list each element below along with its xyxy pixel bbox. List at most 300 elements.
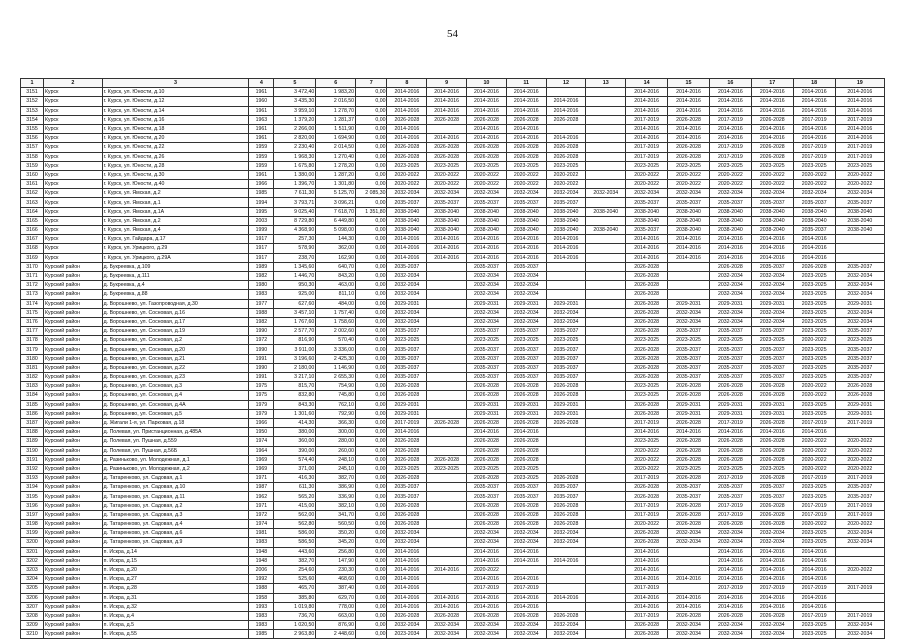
table-cell: 0,00 [356,428,387,437]
table-cell: 1 270,40 [316,152,356,161]
table-row [21,575,885,584]
table-cell: 2014-2016 [467,575,507,584]
table-cell: 2038-2040 [467,226,507,235]
table-cell: 1994 [249,198,274,207]
table-cell: 2014-2016 [506,134,546,143]
table-cell: 2032-2034 [751,630,793,639]
table-cell: 2014-2016 [546,97,586,106]
table-cell: 2032-2034 [835,621,884,630]
table-cell: 2014-2016 [427,134,467,143]
table-cell: 2014-2016 [467,593,507,602]
table-cell: 2035-2037 [709,354,751,363]
table-cell: 2032-2034 [709,621,751,630]
table-cell: 2035-2037 [751,198,793,207]
table-cell: 2023-2025 [467,464,507,473]
table-cell: 2023-2025 [793,400,835,409]
table-cell: 2017-2019 [387,418,427,427]
table-cell: 2026-2028 [506,520,546,529]
table-cell: 1 380,00 [274,170,316,179]
table-cell [586,474,626,483]
table-row [21,88,885,97]
table-row [21,216,885,225]
table-cell: 0,00 [356,547,387,556]
table-cell: 586,50 [274,538,316,547]
table-cell [427,391,467,400]
table-cell: 2017-2019 [835,584,884,593]
table-cell: 2026-2028 [626,354,668,363]
table-cell: 2026-2028 [668,418,710,427]
table-cell [427,262,467,271]
table-cell: 2035-2037 [835,198,884,207]
table-cell: 0,00 [356,299,387,308]
table-row [21,464,885,473]
table-row [21,198,885,207]
table-cell: 2014-2016 [793,556,835,565]
table-cell: 0,00 [356,226,387,235]
column-header: 10 [467,79,507,88]
table-cell: 1917 [249,235,274,244]
table-cell: 2038-2040 [586,207,626,216]
table-cell: 2023-2025 [709,336,751,345]
table-cell: 2032-2034 [835,317,884,326]
table-cell [586,492,626,501]
table-cell: 611,30 [274,483,316,492]
table-cell: Курский район [44,630,103,639]
table-cell: 2035-2037 [427,198,467,207]
table-cell: 2029-2031 [506,409,546,418]
table-cell: 2026-2028 [467,611,507,620]
table-cell [586,464,626,473]
table-cell: 341,70 [316,510,356,519]
table-cell: 2014-2016 [751,547,793,556]
table-cell [546,88,586,97]
table-cell: 1977 [249,299,274,308]
table-cell: 2032-2034 [835,271,884,280]
table-cell: 1959 [249,152,274,161]
table-cell: 640,70 [316,262,356,271]
table-cell: 2014-2016 [668,134,710,143]
table-cell: 2023-2025 [506,474,546,483]
table-cell: 2038-2040 [626,216,668,225]
table-cell: 382,70 [274,556,316,565]
table-cell: 3154 [21,115,44,124]
table-cell: 2014-2016 [387,97,427,106]
table-cell: д. Татаренково, ул. Садовая, д.4 [102,520,249,529]
table-cell: 2023-2025 [387,464,427,473]
table-cell: 1983 [249,611,274,620]
table-cell: 2014-2016 [793,124,835,133]
table-cell: 2014-2016 [546,244,586,253]
table-cell: Курск [44,134,103,143]
table-cell: 2017-2019 [835,143,884,152]
table-cell: 3196 [21,501,44,510]
table-cell: 0,00 [356,354,387,363]
page-number: 54 [447,28,458,40]
table-cell [546,262,586,271]
table-cell: Курский район [44,336,103,345]
table-cell: Курский район [44,317,103,326]
table-cell: 2032-2034 [427,630,467,639]
table-cell: 0,00 [356,363,387,372]
table-cell: 2035-2037 [709,492,751,501]
table-cell: 2 963,80 [274,630,316,639]
table-cell: 2023-2025 [626,336,668,345]
table-cell: 2014-2016 [626,593,668,602]
table-cell: 2023-2025 [793,354,835,363]
table-cell: 0,00 [356,538,387,547]
table-cell [586,271,626,280]
table-cell: 629,70 [316,593,356,602]
table-cell: 1966 [249,418,274,427]
table-row [21,235,885,244]
table-cell: 2017-2019 [626,510,668,519]
table-cell: 2035-2037 [668,345,710,354]
table-cell: 565,20 [274,492,316,501]
table-cell: 2026-2028 [668,520,710,529]
table-cell [427,501,467,510]
table-cell: д. Татаренково, ул. Садовая, д.11 [102,492,249,501]
table-cell: д. Жигали 1-я, ул. Парковая, д.18 [102,418,249,427]
table-cell [427,281,467,290]
table-cell: Курский район [44,575,103,584]
table-cell: 2014-2016 [387,88,427,97]
table-cell: 2014-2016 [751,602,793,611]
table-cell: 3171 [21,271,44,280]
table-cell: 2032-2034 [467,529,507,538]
table-row [21,474,885,483]
table-cell: 832,80 [274,391,316,400]
table-cell: 2017-2019 [835,611,884,620]
table-cell: Курский район [44,418,103,427]
table-cell: 1979 [249,409,274,418]
table-cell: 2026-2028 [546,501,586,510]
table-cell: 1983 [249,290,274,299]
table-cell: 1948 [249,556,274,565]
table-cell: 2026-2028 [751,115,793,124]
table-cell: г. Курск, ул. Урицкого, д.29А [102,253,249,262]
table-cell: 3187 [21,418,44,427]
table-cell: 0,00 [356,418,387,427]
table-cell: 3191 [21,455,44,464]
table-cell: д. Ворошнево, ул. Сосновая, д.3 [102,382,249,391]
table-cell: 2035-2037 [506,198,546,207]
table-cell: 280,00 [316,437,356,446]
table-cell: 2026-2028 [626,290,668,299]
table-cell: 586,00 [274,529,316,538]
table-cell: 3 472,40 [274,88,316,97]
table-cell: 2035-2037 [835,363,884,372]
table-cell: 2032-2034 [506,621,546,630]
table-cell: 2017-2019 [709,115,751,124]
table-cell: 2026-2028 [387,446,427,455]
table-cell: 2029-2031 [387,409,427,418]
table-cell: 2023-2025 [793,308,835,317]
table-cell: 2017-2019 [793,501,835,510]
table-cell: Курск [44,124,103,133]
table-cell: 3157 [21,143,44,152]
table-cell: 950,30 [274,281,316,290]
table-cell: 3163 [21,198,44,207]
table-cell: 1 146,90 [316,363,356,372]
table-row [21,391,885,400]
table-cell: 2017-2019 [835,510,884,519]
table-cell [427,345,467,354]
table-cell: 3173 [21,290,44,299]
table-cell: 2026-2028 [709,520,751,529]
table-cell [586,575,626,584]
table-cell: 1959 [249,161,274,170]
table-cell: 3198 [21,520,44,529]
table-cell: Курск [44,97,103,106]
table-cell: 2032-2034 [709,630,751,639]
table-cell [586,501,626,510]
table-cell: 0,00 [356,510,387,519]
table-cell: Курский район [44,446,103,455]
table-cell: 2026-2028 [387,611,427,620]
table-cell: 2020-2022 [546,170,586,179]
table-cell: 2029-2031 [387,400,427,409]
table-cell: 2023-2025 [668,336,710,345]
table-cell: 0,00 [356,464,387,473]
table-cell: 2017-2019 [709,510,751,519]
table-cell: Курский район [44,299,103,308]
table-cell [835,428,884,437]
table-cell: 745,80 [316,391,356,400]
table-cell [546,565,586,574]
table-cell [586,584,626,593]
table-cell: 2026-2028 [668,446,710,455]
table-cell: 2014-2016 [387,602,427,611]
table-cell: 3180 [21,354,44,363]
table-cell: 2038-2040 [387,216,427,225]
table-cell: Курск [44,143,103,152]
table-cell: 2014-2016 [751,88,793,97]
table-cell: 2032-2034 [467,317,507,326]
table-cell: 2 577,70 [274,327,316,336]
table-cell: 2014-2016 [387,124,427,133]
table-cell: 2020-2022 [793,455,835,464]
table-cell: 1948 [249,547,274,556]
table-cell: 0,00 [356,262,387,271]
table-cell: 2026-2028 [467,418,507,427]
table-cell: 1958 [249,593,274,602]
table-cell: 2026-2028 [387,143,427,152]
table-cell: 0,00 [356,529,387,538]
table-row [21,520,885,529]
table-cell [546,602,586,611]
table-cell: 2026-2028 [751,611,793,620]
table-cell [586,621,626,630]
column-header: 2 [44,79,103,88]
table-row [21,483,885,492]
table-cell: г. Курск, ул. Юности, д.14 [102,106,249,115]
table-cell: 1 767,60 [274,317,316,326]
table-cell: 380,00 [274,428,316,437]
table-cell: 2038-2040 [793,207,835,216]
table-cell: Курский район [44,520,103,529]
table-cell: 0,00 [356,106,387,115]
table-cell [586,253,626,262]
table-cell: Курск [44,152,103,161]
table-cell: 2023-2025 [793,161,835,170]
column-header: 17 [751,79,793,88]
table-cell: 2014-2016 [668,235,710,244]
table-cell: 3189 [21,437,44,446]
table-cell: 0,00 [356,198,387,207]
table-cell: 2014-2016 [709,593,751,602]
table-cell [586,547,626,556]
table-cell [427,124,467,133]
table-cell: Курский район [44,483,103,492]
table-cell: 2023-2025 [793,483,835,492]
table-cell: 2026-2028 [467,455,507,464]
table-row [21,299,885,308]
table-cell: 3160 [21,170,44,179]
table-cell: 2029-2031 [546,400,586,409]
table-cell: 2026-2028 [467,382,507,391]
table-cell: 2023-2025 [709,161,751,170]
table-cell [586,593,626,602]
table-cell: Курский район [44,565,103,574]
table-cell: 0,00 [356,446,387,455]
table-cell: 2023-2025 [427,161,467,170]
table-cell: 230,30 [316,565,356,574]
table-cell [586,170,626,179]
table-cell [586,354,626,363]
table-cell: 1979 [249,400,274,409]
table-cell: 1974 [249,437,274,446]
table-cell: 2035-2037 [506,354,546,363]
table-cell: 0,00 [356,317,387,326]
table-cell: 2023-2025 [467,336,507,345]
table-cell: 3172 [21,281,44,290]
table-cell: 2029-2031 [546,409,586,418]
table-cell: 2038-2040 [751,216,793,225]
table-cell: 2014-2016 [506,235,546,244]
table-cell: 2035-2037 [835,483,884,492]
table-cell: 2032-2034 [467,290,507,299]
table-cell: 2020-2022 [626,520,668,529]
table-cell: п. Искра, д.31 [102,593,249,602]
table-cell: 2026-2028 [506,143,546,152]
table-cell: 2023-2025 [793,317,835,326]
table-cell: п. Искра, д.4 [102,611,249,620]
table-cell: 2032-2034 [546,621,586,630]
table-cell [427,556,467,565]
table-cell: 2014-2016 [467,428,507,437]
table-cell: 2032-2034 [709,189,751,198]
table-cell: Курск [44,115,103,124]
table-cell [668,565,710,574]
table-cell: 2023-2025 [793,492,835,501]
header-row [21,79,885,88]
table-cell: д. Ворошнево, ул. Сосновая, д.5 [102,409,249,418]
table-cell: 2035-2037 [751,363,793,372]
table-cell: 2035-2037 [546,363,586,372]
table-cell: 360,00 [274,437,316,446]
table-cell: 2032-2034 [506,290,546,299]
table-cell: 627,60 [274,299,316,308]
table-cell [586,180,626,189]
table-cell: 3166 [21,226,44,235]
table-cell: 1 446,70 [274,271,316,280]
table-cell: г. Курск, ул. Юности, д.26 [102,152,249,161]
table-cell: 2014-2016 [506,253,546,262]
table-cell: 3 793,71 [274,198,316,207]
table-cell: 2014-2016 [546,235,586,244]
table-cell: 2026-2028 [793,262,835,271]
table-cell: 2014-2016 [506,556,546,565]
table-cell [586,290,626,299]
table-cell: 2020-2022 [387,170,427,179]
table-cell: 2014-2016 [387,556,427,565]
table-cell [586,455,626,464]
table-cell: 0,00 [356,253,387,262]
table-cell [586,235,626,244]
table-cell [586,134,626,143]
table-cell: 2017-2019 [626,152,668,161]
table-cell [835,244,884,253]
table-cell: 3164 [21,207,44,216]
table-cell [427,354,467,363]
table-cell [586,106,626,115]
table-cell: 3 217,10 [274,373,316,382]
table-cell: 2029-2031 [668,299,710,308]
table-cell: 3 096,21 [316,198,356,207]
table-cell: 843,30 [274,400,316,409]
table-cell [586,124,626,133]
table-cell: 2014-2016 [835,124,884,133]
table-cell: 1988 [249,308,274,317]
table-cell: 2023-2025 [546,161,586,170]
table-cell: 2026-2028 [668,143,710,152]
table-cell [668,290,710,299]
table-cell [668,281,710,290]
table-cell: 2017-2019 [793,418,835,427]
table-cell: г. Курск, ул. Урицкого, д.29 [102,244,249,253]
table-cell [586,602,626,611]
table-cell: 484,00 [316,299,356,308]
table-cell: г. Курск, ул. Юности, д.10 [102,88,249,97]
table-cell: 2032-2034 [387,271,427,280]
table-cell: д. Ворошнево, ул. Сосновая, д.16 [102,308,249,317]
table-cell: 2014-2016 [751,565,793,574]
table-cell: Курск [44,106,103,115]
table-cell: г. Курск, ул. Юности, д.18 [102,124,249,133]
table-cell [427,547,467,556]
table-cell: 0,00 [356,235,387,244]
table-cell: 1972 [249,510,274,519]
table-cell: Курский район [44,428,103,437]
table-cell: 2014-2016 [467,235,507,244]
table-cell: 2032-2034 [387,317,427,326]
table-cell: 1961 [249,106,274,115]
table-cell: 2014-2016 [709,556,751,565]
table-cell: 2035-2037 [709,345,751,354]
table-cell: 2023-2025 [427,464,467,473]
table-cell: 2026-2028 [709,455,751,464]
table-cell: 0,00 [356,327,387,336]
table-cell: 5 098,00 [316,226,356,235]
table-cell: 2026-2028 [835,391,884,400]
table-cell [427,538,467,547]
table-cell: 2032-2034 [387,621,427,630]
table-cell: 2014-2016 [751,244,793,253]
table-cell: д. Ворошнево, ул. Сосновая, д.23 [102,373,249,382]
table-cell: 414,30 [274,418,316,427]
table-cell: 2026-2028 [709,391,751,400]
table-cell: 2026-2028 [751,391,793,400]
